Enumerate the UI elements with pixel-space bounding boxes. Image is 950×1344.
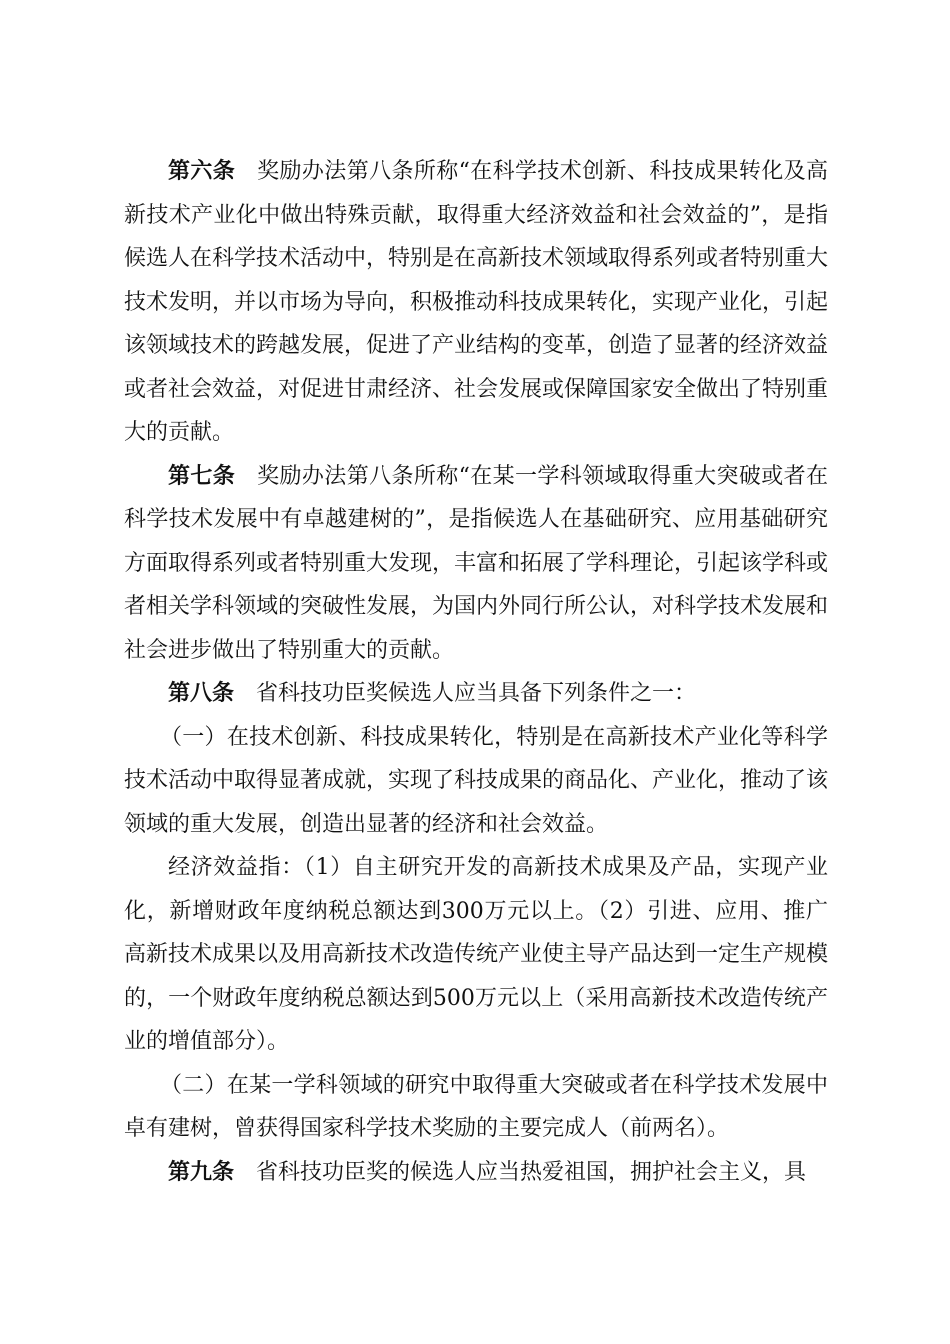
- article-6-text: 奖励办法第八条所称“在科学技术创新、科技成果转化及高新技术产业化中做出特殊贡献，取得重大经济效益和社会效益的”，是指候选人在科学技术活动中，特别是在高新技术领域取得系列或者特别重大技术发明，并以市场为导向，积极推动科技成果转化，实现产业化，引起该领域技术的跨越发展，促进了产业结构的变革，创造了显著的经济效益或者社会效益，对促进甘肃经济、社会发展或保障国家安全做出了特别重大的贡献。: [124, 159, 829, 445]
- article-8: [124, 672, 828, 716]
- economic-benefit-note: 经济效益指：（1）自主研究开发的高新技术成果及产品，实现产业化，新增财政年度纳税总额达到300万元以上。（2）引进、应用、推广高新技术成果以及用高新技术改造传统产业使主导产品达到一定生产规模的，一个财政年度纳税总额达到500万元以上（采用高新技术改造传统产业的增值部分）。: [124, 855, 829, 1054]
- article-9-text: 省科技功臣奖的候选人应当热爱祖国，拥护社会主义，具: [256, 1159, 807, 1185]
- document-page: [124, 150, 828, 1194]
- article-8-label: 第八条: [168, 681, 235, 706]
- article-9-label: 第九条: [168, 1159, 235, 1185]
- item-2: （二）在某一学科领域的研究中取得重大突破或者在科学技术发展中卓有建树，曾获得国家科学技术奖励的主要完成人（前两名）。: [124, 1072, 828, 1141]
- article-8-text: 省科技功臣奖候选人应当具备下列条件之一：: [256, 681, 697, 706]
- article-7-label: 第七条: [168, 463, 236, 489]
- item-1: （一）在技术创新、科技成果转化，特别是在高新技术产业化等科学技术活动中取得显著成就，实现了科技成果的商品化、产业化，推动了该领域的重大发展，创造出显著的经济和社会效益。: [124, 724, 829, 837]
- article-6: [124, 150, 828, 455]
- article-9: [124, 1151, 828, 1195]
- article-7-text: 奖励办法第八条所称“在某一学科领域取得重大突破或者在科学技术发展中有卓越建树的”，是指候选人在基础研究、应用基础研究方面取得系列或者特别重大发现，丰富和拓展了学科理论，引起该学科或者相关学科领域的突破性发展，为国内外同行所公认，对科学技术发展和社会进步做出了特别重大的贡献。: [124, 463, 829, 663]
- article-7: [124, 455, 828, 673]
- article-6-label: 第六条: [168, 159, 236, 184]
